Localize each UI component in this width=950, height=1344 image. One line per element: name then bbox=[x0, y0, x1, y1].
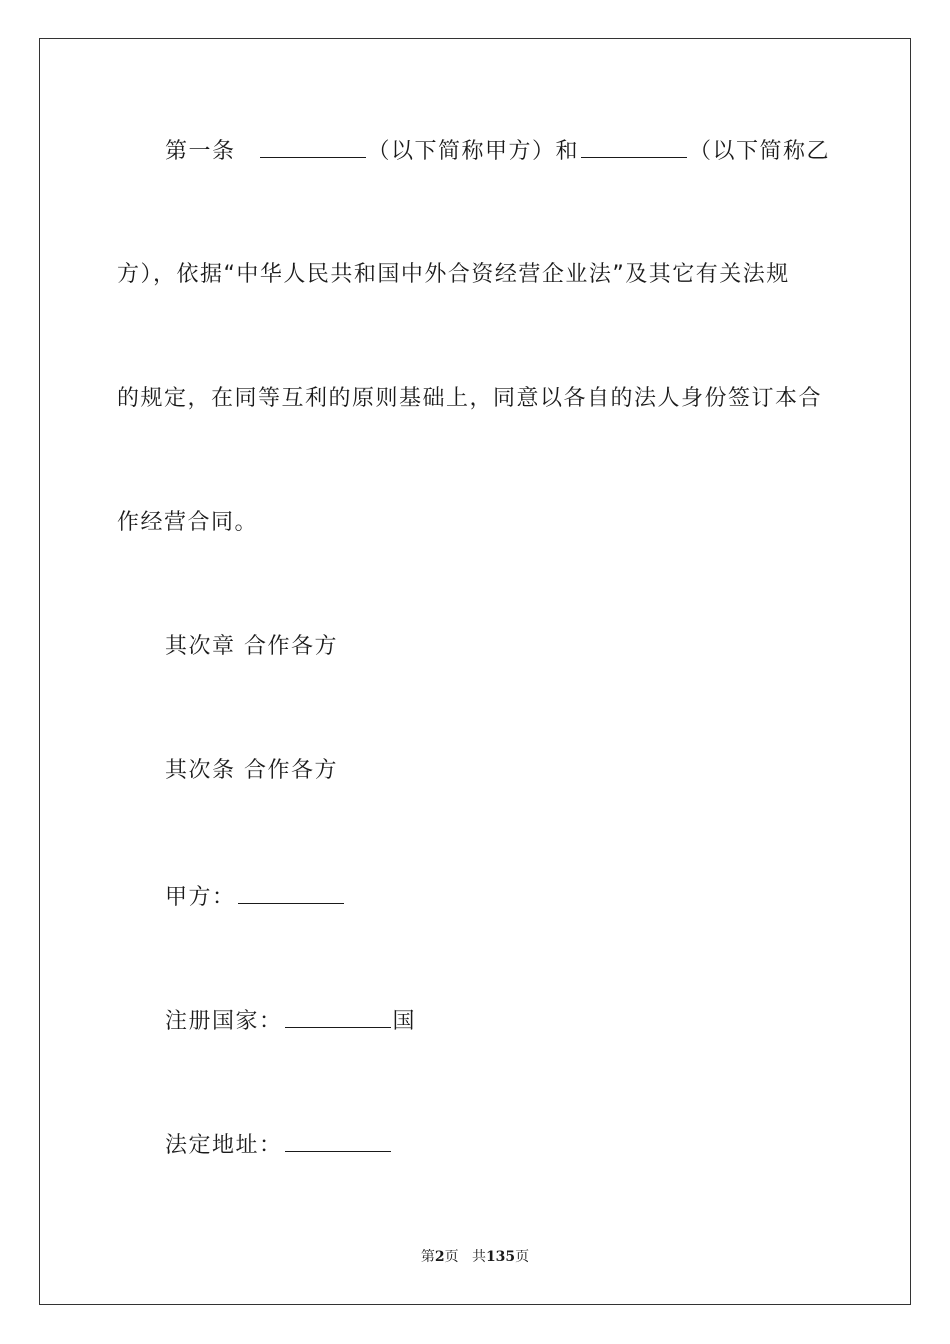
country-label: 注册国家： bbox=[165, 1009, 283, 1034]
party-a-blank[interactable] bbox=[238, 883, 344, 904]
chapter-2-heading: 其次章 合作各方 bbox=[165, 634, 338, 659]
party-a-name-blank[interactable] bbox=[260, 137, 366, 158]
party-b-abbrev-text: （以下简称乙 bbox=[689, 139, 831, 164]
page-suffix: 页 bbox=[444, 1249, 459, 1265]
country-blank[interactable] bbox=[285, 1007, 391, 1028]
article-1-line-3: 的规定，在同等互利的原则基础上，同意以各自的法人身份签订本合 bbox=[117, 386, 823, 411]
page-number: 2 bbox=[434, 1249, 445, 1265]
country-field bbox=[165, 1007, 416, 1036]
article-1-line-4: 作经营合同。 bbox=[117, 510, 259, 535]
article-2-heading: 其次条 合作各方 bbox=[165, 758, 338, 783]
page-prefix: 第 bbox=[420, 1249, 435, 1265]
address-blank[interactable] bbox=[285, 1131, 391, 1152]
address-label: 法定地址： bbox=[165, 1133, 283, 1158]
total-suffix: 页 bbox=[515, 1249, 530, 1265]
total-pages: 135 bbox=[485, 1249, 516, 1265]
address-field bbox=[165, 1131, 393, 1160]
article-1-line-1 bbox=[165, 137, 830, 166]
country-suffix: 国 bbox=[392, 1009, 417, 1034]
total-prefix: 共 bbox=[471, 1249, 486, 1265]
article-1-line-2: 方），依据“中华人民共和国中外合资经营企业法”及其它有关法规 bbox=[117, 262, 790, 287]
party-a-label: 甲方： bbox=[165, 885, 236, 910]
page-footer bbox=[0, 1248, 950, 1266]
page-border bbox=[39, 38, 911, 1305]
article-1-prefix: 第一条 bbox=[165, 139, 236, 164]
party-b-name-blank[interactable] bbox=[581, 137, 687, 158]
party-a-abbrev-text: （以下简称甲方）和 bbox=[367, 139, 580, 164]
party-a-field bbox=[165, 883, 346, 912]
